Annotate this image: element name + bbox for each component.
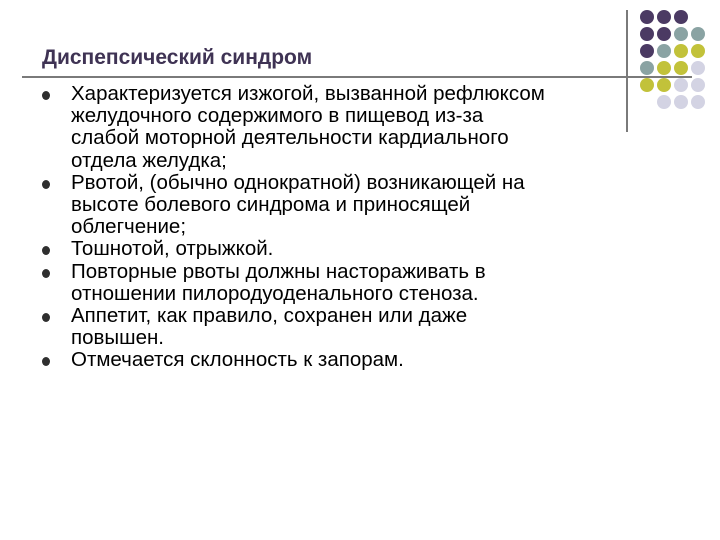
bullet-dot-icon: [42, 313, 50, 322]
decorative-dot-icon: [674, 10, 688, 24]
bullet-item: [42, 172, 692, 239]
decorative-dot-icon: [691, 44, 705, 58]
bullet-item: [42, 83, 692, 172]
bullet-dot-icon: [42, 91, 50, 100]
horizontal-rule: [22, 76, 692, 78]
bullet-line: отношении пилородуоденального стеноза.: [71, 281, 479, 305]
decorative-dot-icon: [674, 27, 688, 41]
bullet-line: Характеризуется изжогой, вызванной рефлюксом: [71, 82, 545, 105]
bullet-line: желудочного содержимого в пищевод из-за: [71, 104, 484, 128]
bullet-dot-icon: [42, 180, 50, 189]
decorative-dot-icon: [691, 78, 705, 92]
bullet-dot-icon: [42, 246, 50, 255]
bullet-list: [42, 83, 692, 372]
decorative-dot-icon: [674, 61, 688, 75]
decorative-dot-icon: [691, 95, 705, 109]
decorative-dot-icon: [691, 27, 705, 41]
decorative-dot-icon: [640, 61, 654, 75]
bullet-item: [42, 305, 692, 349]
bullet-item: [42, 349, 692, 371]
bullet-item: [42, 238, 692, 260]
decorative-dot-icon: [657, 44, 671, 58]
bullet-line: Тошнотой, отрыжкой.: [71, 237, 274, 261]
bullet-line: слабой моторной деятельности кардиального: [71, 126, 509, 150]
decorative-dot-icon: [640, 10, 654, 24]
decorative-dot-icon: [674, 44, 688, 58]
bullet-line: Повторные рвоты должны настораживать в: [71, 259, 486, 283]
bullet-dot-icon: [42, 357, 50, 366]
decorative-dot-icon: [657, 27, 671, 41]
bullet-line: Аппетит, как правило, сохранен или даже: [71, 304, 468, 328]
slide-title: Диспепсический синдром: [42, 46, 313, 69]
decorative-dot-icon: [657, 61, 671, 75]
bullet-item: [42, 261, 692, 305]
bullet-line: Рвотой, (обычно однократной) возникающей на: [71, 170, 525, 194]
decorative-dot-icon: [640, 27, 654, 41]
bullet-dot-icon: [42, 269, 50, 278]
bullet-line: отдела желудка;: [71, 148, 227, 172]
bullet-line: высоте болевого синдрома и приносящей: [71, 193, 471, 217]
bullet-line: облегчение;: [71, 215, 187, 239]
bullet-line: повышен.: [71, 326, 164, 350]
decorative-dot-icon: [640, 44, 654, 58]
decorative-dot-icon: [657, 10, 671, 24]
decorative-dot-icon: [691, 61, 705, 75]
bullet-line: Отмечается склонность к запорам.: [71, 348, 404, 372]
